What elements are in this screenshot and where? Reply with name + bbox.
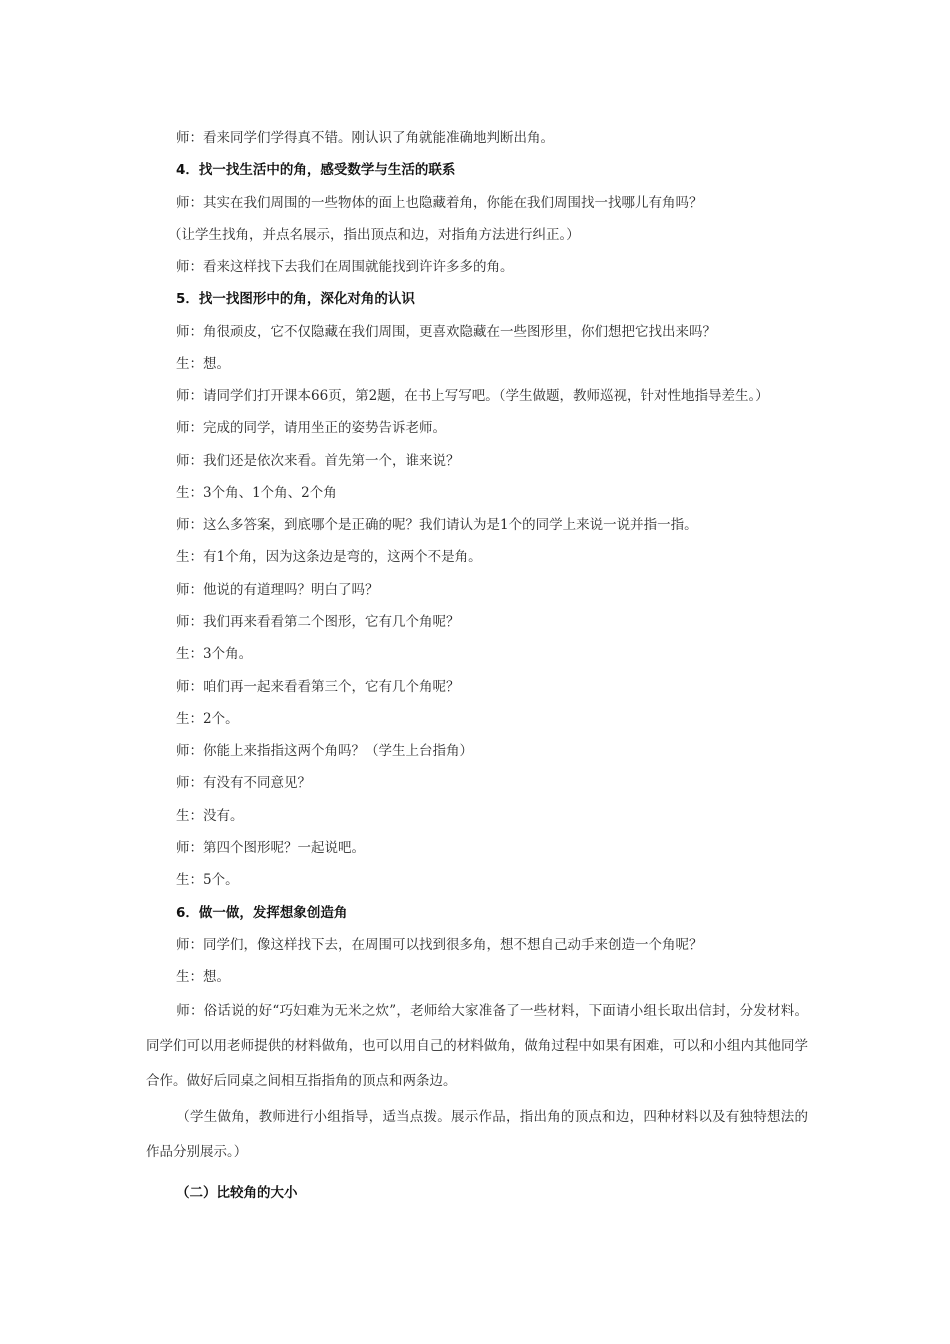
dialogue-line: 师：完成的同学，请用坐正的姿势告诉老师。 (176, 420, 446, 436)
dialogue-line: 师：看来同学们学得真不错。刚认识了角就能准确地判断出角。 (176, 130, 554, 146)
dialogue-line: 师：我们再来看看第二个图形，它有几个角呢？ (176, 614, 460, 630)
dialogue-line: 生：3个角、1个角、2个角 (176, 485, 337, 501)
paragraph-stage-direction (146, 1100, 808, 1170)
dialogue-line: 师：看来这样找下去我们在周围就能找到许许多多的角。 (176, 259, 514, 275)
dialogue-line: 师：第四个图形呢？一起说吧。 (176, 840, 365, 856)
dialogue-line: 师：你能上来指指这两个角吗？（学生上台指角） (176, 743, 473, 759)
dialogue-line: 师：咱们再一起来看看第三个，它有几个角呢？ (176, 679, 460, 695)
section-heading-5: 5．找一找图形中的角，深化对角的认识 (176, 291, 415, 307)
section-heading-4: 4．找一找生活中的角，感受数学与生活的联系 (176, 162, 456, 178)
paragraph-materials (146, 994, 808, 1099)
paragraph-stage-direction-text: （学生做角，教师进行小组指导，适当点拨。展示作品，指出角的顶点和边，四种材料以及有独特想法的作品分别展示。） (146, 1109, 808, 1160)
dialogue-line: 师：我们还是依次来看。首先第一个，谁来说？ (176, 453, 460, 469)
paragraph-materials-text: 师：俗话说的好“巧妇难为无米之炊”，老师给大家准备了一些材料，下面请小组长取出信封，分发材料。同学们可以用老师提供的材料做角，也可以用自己的材料做角，做角过程中如果有困难，可以和小组内其他同学合作。做好后同桌之间相互指指角的顶点和两条边。 (146, 1003, 808, 1089)
dialogue-line: 师：其实在我们周围的一些物体的面上也隐藏着角，你能在我们周围找一找哪儿有角吗？ (176, 195, 703, 211)
dialogue-line: 生：有1个角，因为这条边是弯的，这两个不是角。 (176, 549, 482, 565)
dialogue-line: 师：有没有不同意见？ (176, 775, 311, 791)
section-heading-6: 6．做一做，发挥想象创造角 (176, 905, 348, 921)
dialogue-line: 师：他说的有道理吗？明白了吗？ (176, 582, 379, 598)
stage-direction: （让学生找角，并点名展示，指出顶点和边，对指角方法进行纠正。） (168, 227, 580, 243)
dialogue-line: 生：没有。 (176, 808, 244, 824)
dialogue-line: 生：想。 (176, 356, 230, 372)
dialogue-line: 师：这么多答案，到底哪个是正确的呢？我们请认为是1个的同学上来说一说并指一指。 (176, 517, 698, 533)
section-heading-compare-angles: （二）比较角的大小 (176, 1185, 298, 1201)
dialogue-line: 生：3个角。 (176, 646, 253, 662)
dialogue-line: 师：请同学们打开课本66页，第2题，在书上写写吧。（学生做题，教师巡视，针对性地指导差生。） (176, 388, 769, 404)
dialogue-line: 生：2个。 (176, 711, 239, 727)
dialogue-line: 师：角很顽皮，它不仅隐藏在我们周围，更喜欢隐藏在一些图形里，你们想把它找出来吗？ (176, 324, 716, 340)
dialogue-line: 生：想。 (176, 969, 230, 985)
dialogue-line: 师：同学们，像这样找下去，在周围可以找到很多角，想不想自己动手来创造一个角呢？ (176, 937, 703, 953)
dialogue-line: 生：5个。 (176, 872, 239, 888)
